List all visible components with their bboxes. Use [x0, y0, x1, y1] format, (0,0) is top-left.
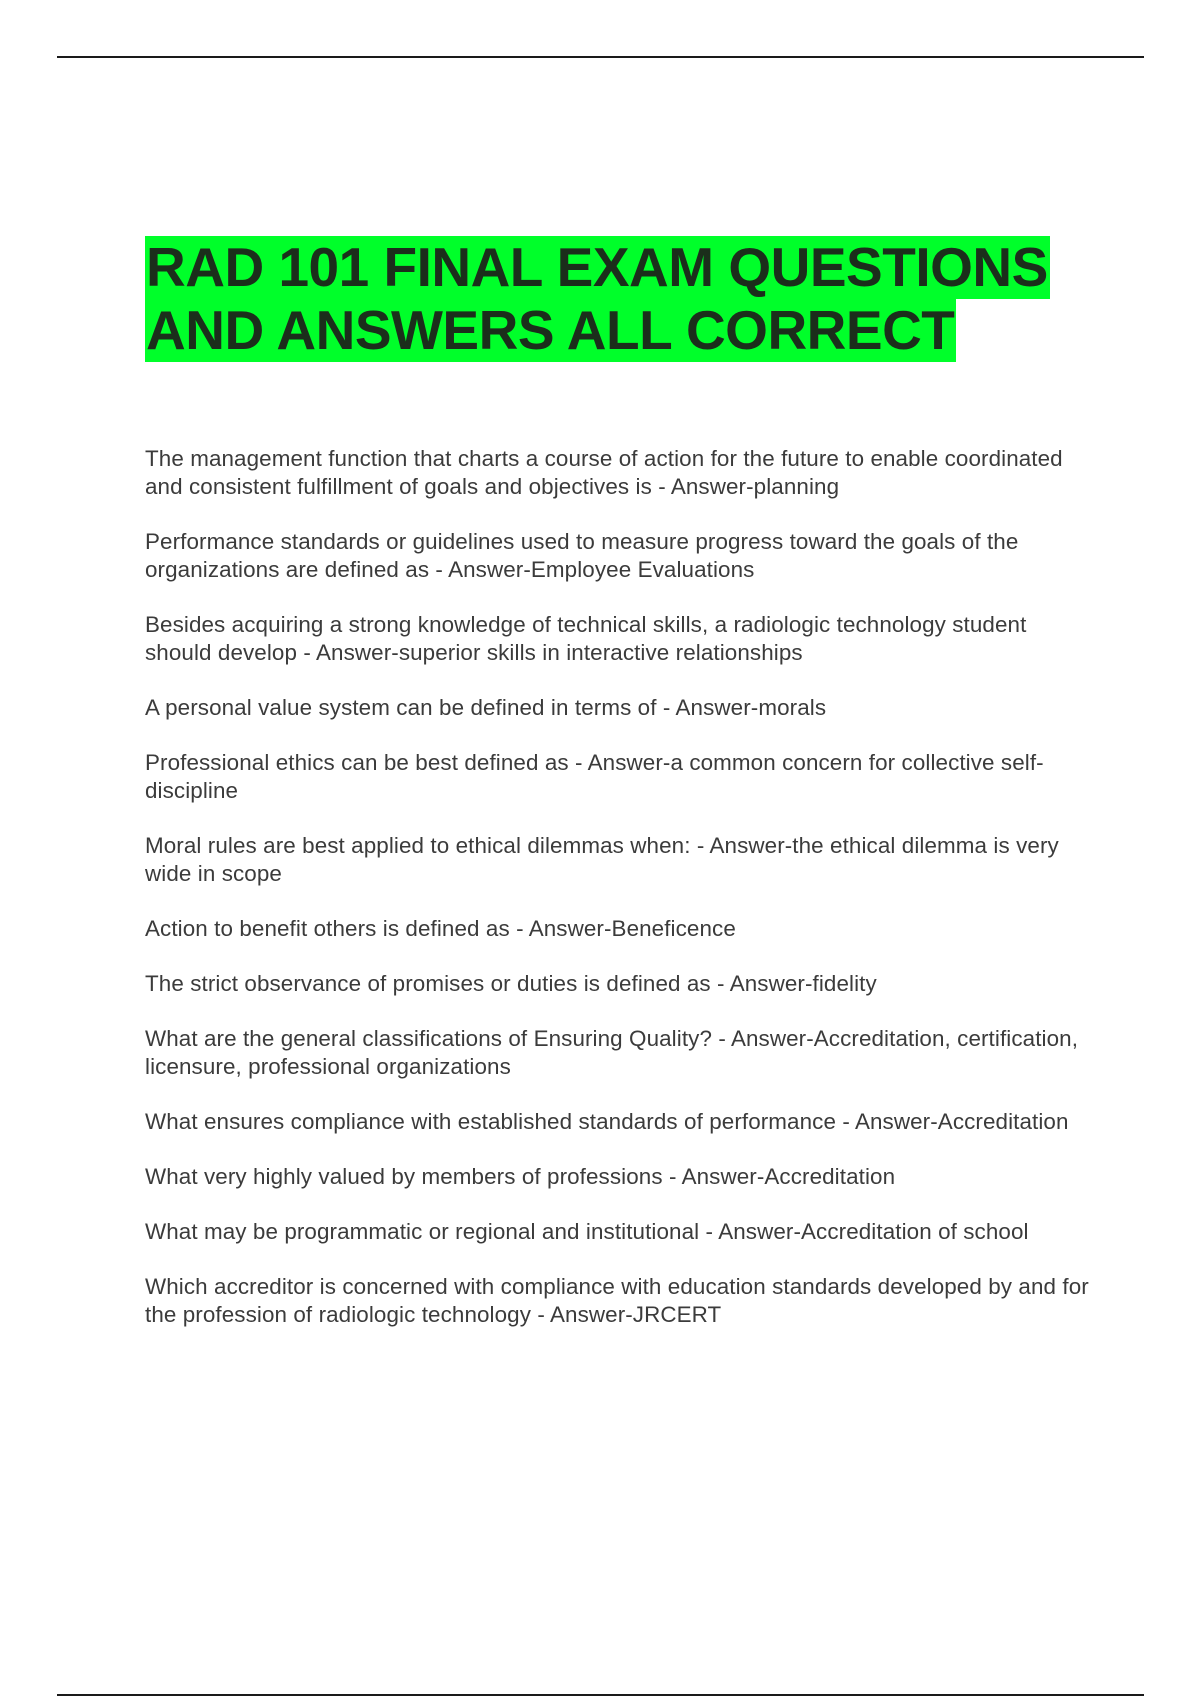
qa-item: Besides acquiring a strong knowledge of technical skills, a radiologic technology student should develop - Answer-superior skills in interactive relationships	[145, 612, 1027, 665]
qa-item: What ensures compliance with established standards of performance - Answer-Accreditation	[145, 1109, 1069, 1134]
qa-item: What very highly valued by members of professions - Answer-Accreditation	[145, 1164, 896, 1189]
qa-item: What are the general classifications of Ensuring Quality? - Answer-Accreditation, certification, licensure, professional organizations	[145, 1026, 1079, 1079]
qa-item: The strict observance of promises or duties is defined as - Answer-fidelity	[145, 971, 877, 996]
qa-item: A personal value system can be defined in terms of - Answer-morals	[145, 695, 827, 720]
title-line-2: AND ANSWERS ALL CORRECT	[146, 299, 955, 361]
qa-item: Action to benefit others is defined as - Answer-Beneficence	[145, 916, 736, 941]
title-line-1: RAD 101 FINAL EXAM QUESTIONS	[146, 236, 1048, 298]
qa-item: What may be programmatic or regional and institutional - Answer-Accreditation of school	[145, 1219, 1029, 1244]
qa-item: Which accreditor is concerned with compliance with education standards developed by and for the profession of radiologic technology - Answer-JRCERT	[145, 1274, 1089, 1327]
top-rule	[57, 56, 1144, 58]
qa-item: Professional ethics can be best defined as - Answer-a common concern for collective self-discipline	[145, 750, 1044, 803]
qa-list	[145, 445, 1095, 1356]
bottom-rule	[57, 1694, 1144, 1696]
document-title	[145, 236, 1105, 362]
qa-item: Moral rules are best applied to ethical dilemmas when: - Answer-the ethical dilemma is very wide in scope	[145, 833, 1059, 886]
qa-item: Performance standards or guidelines used to measure progress toward the goals of the organizations are defined as - Answer-Employee Evaluations	[145, 529, 1019, 582]
qa-item: The management function that charts a course of action for the future to enable coordinated and consistent fulfillment of goals and objectives is - Answer-planning	[145, 446, 1063, 499]
